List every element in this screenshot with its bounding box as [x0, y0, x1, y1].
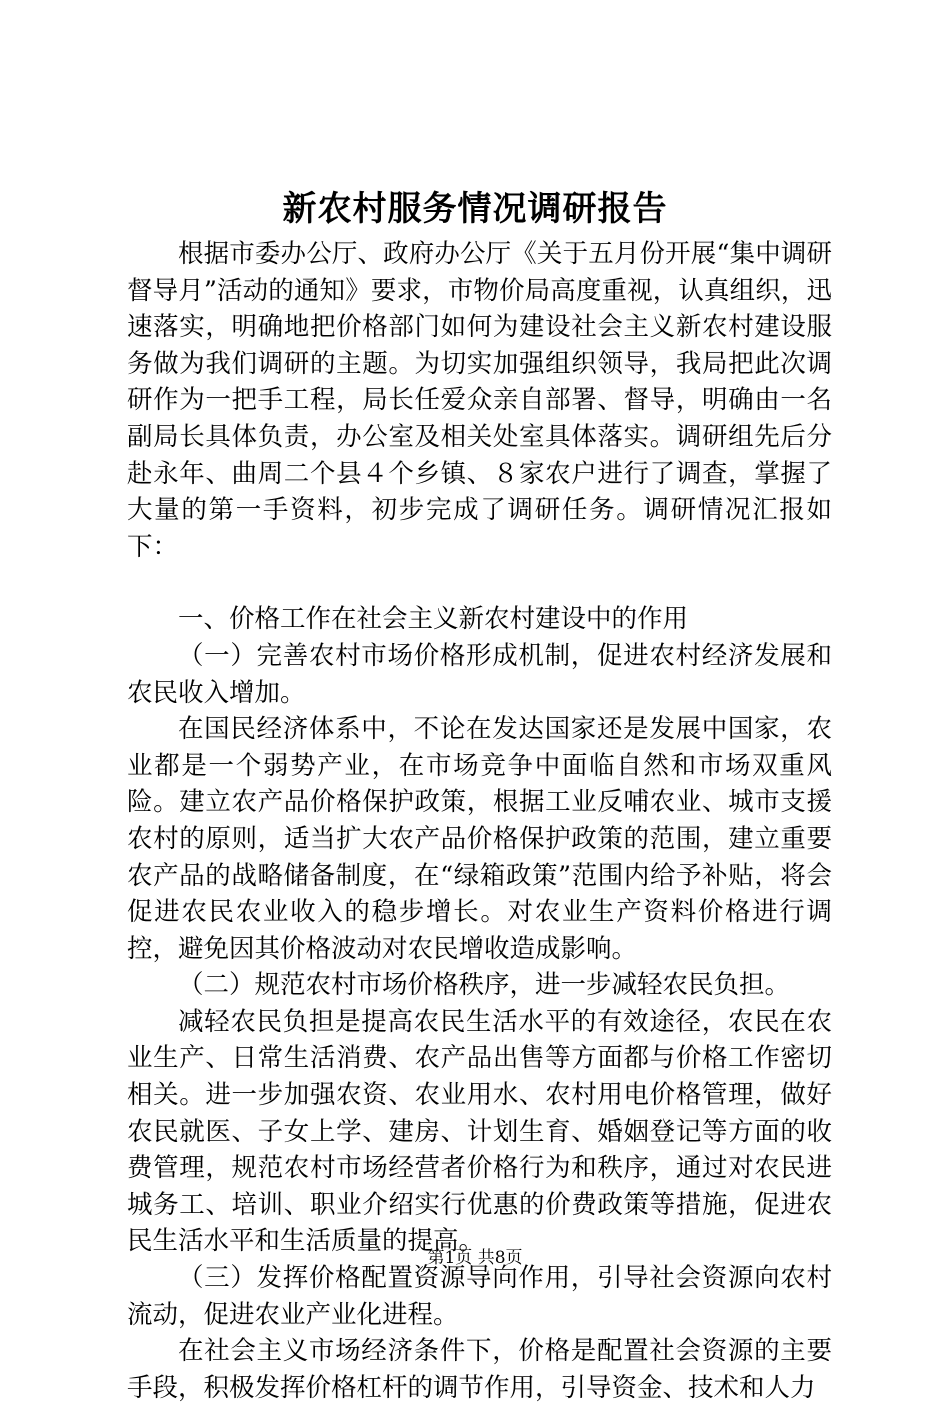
page-footer: 第1页 共8页	[427, 1248, 523, 1268]
paragraph-3: 在社会主义市场经济条件下，价格是配置社会资源的主要手段，积极发挥价格杠杆的调节作用，引导资金、技术和人力	[127, 1336, 832, 1403]
subheading-2: （二）规范农村市场价格秩序，进一步减轻农民负担。	[178, 970, 791, 1001]
document-title: 新农村服务情况调研报告	[282, 189, 668, 229]
subheading-3: （三）发挥价格配置资源导向作用，引导社会资源向农村流动，促进农业产业化进程。	[127, 1263, 832, 1330]
paragraph-2: 减轻农民负担是提高农民生活水平的有效途径，农民在农业生产、日常生活消费、农产品出售等方面都与价格工作密切相关。进一步加强农资、农业用水、农村用电价格管理，做好农民就医、子女上学、建房、计划生育、婚姻登记等方面的收费管理，规范农村市场经营者价格行为和秩序，通过对农民进城务工、培训、职业介绍实行优惠的价费政策等措施，促进农民生活水平和生活质量的提高。	[127, 1006, 832, 1257]
subheading-1: （一）完善农村市场价格形成机制，促进农村经济发展和农民收入增加。	[127, 640, 832, 708]
paragraph-1: 在国民经济体系中，不论在发达国家还是发展中国家，农业都是一个弱势产业，在市场竞争中面临自然和市场双重风险。建立农产品价格保护政策，根据工业反哺农业、城市支援农村的原则，适当扩大农产品价格保护政策的范围，建立重要农产品的战略储备制度，在“绿箱政策”范围内给予补贴，将会促进农民农业收入的稳步增长。对农业生产资料价格进行调控，避免因其价格波动对农民增收造成影响。	[127, 714, 832, 964]
intro-paragraph: 根据市委办公厅、政府办公厅《关于五月份开展“集中调研督导月”活动的通知》要求，市物价局高度重视，认真组织，迅速落实，明确地把价格部门如何为建设社会主义新农村建设服务做为我们调研的主题。为切实加强组织领导，我局把此次调研作为一把手工程，局长任爱众亲自部署、督导，明确由一名副局长具体负责，办公室及相关处室具体落实。调研组先后分赴永年、曲周二个县４个乡镇、８家农户进行了调查，掌握了大量的第一手资料，初步完成了调研任务。调研情况汇报如下：	[127, 239, 832, 562]
document-body	[127, 236, 832, 1406]
section-heading-1: 一、价格工作在社会主义新农村建设中的作用	[178, 604, 689, 635]
